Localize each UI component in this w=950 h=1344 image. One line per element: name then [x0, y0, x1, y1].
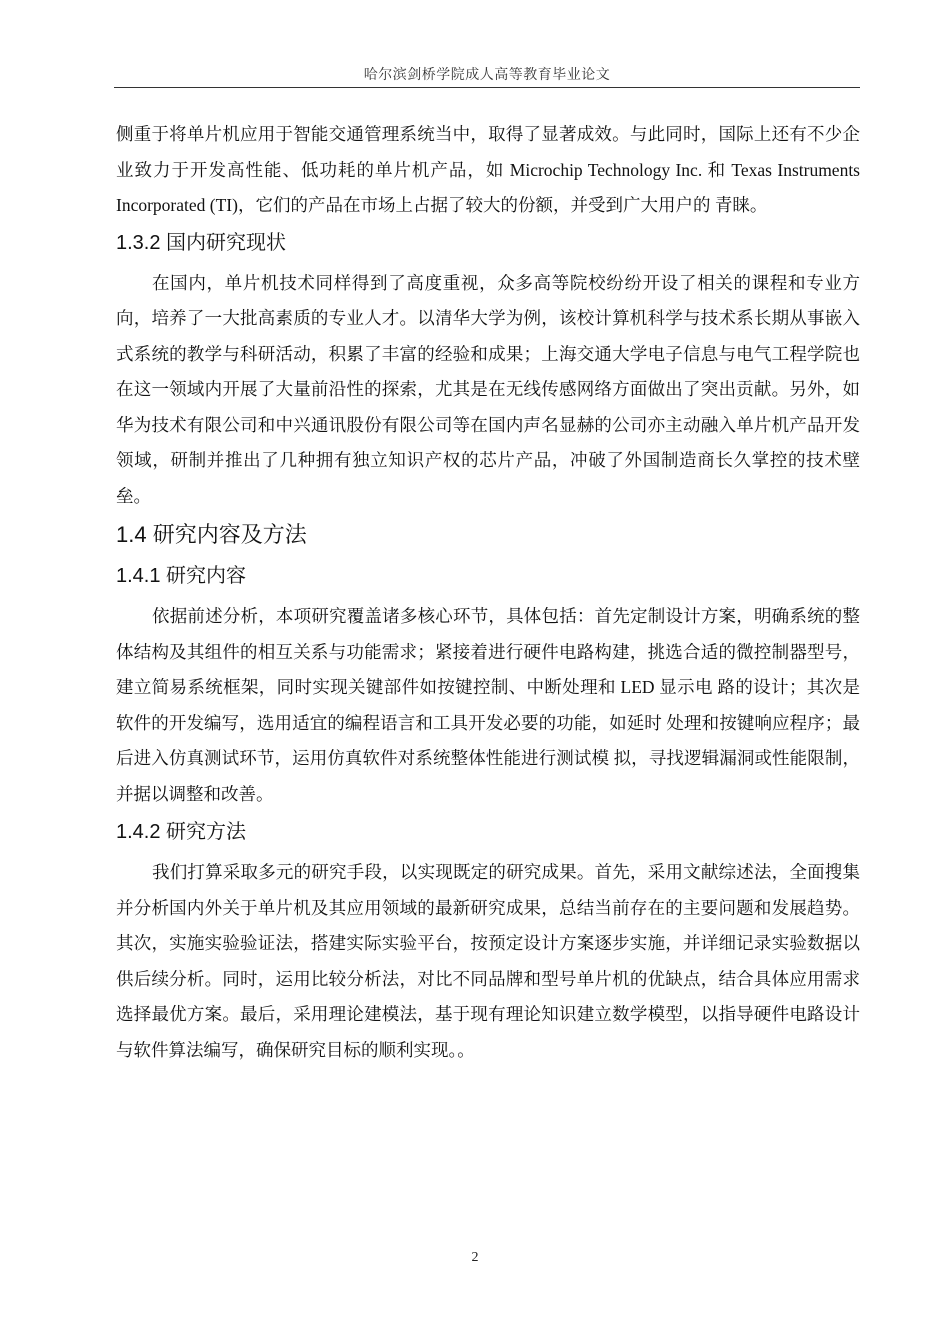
heading-1-4-1: 1.4.1 研究内容	[116, 565, 247, 587]
continued-paragraph: 侧重于将单片机应用于智能交通管理系统当中，取得了显著成效。与此同时，国际上还有不少企业致力于开发高性能、低功耗的单片机产品，如 Microchip Technology Inc. 和 Texas Instruments Incorporated (TI)，它们的产品在市场上占据了较大的份额，并受到广大用户的 青睐。	[116, 124, 860, 215]
heading-1-4-2: 1.4.2 研究方法	[116, 821, 247, 843]
paragraph-research-content: 依据前述分析，本项研究覆盖诸多核心环节，具体包括：首先定制设计方案，明确系统的整体结构及其组件的相互关系与功能需求；紧接着进行硬件电路构建，挑选合适的微控制器型号，建立简易系统框架，同时实现关键部件如按键控制、中断处理和 LED 显示电 路的设计；其次是软件的开发编写，选用适宜的编程语言和工具开发必要的功能，如延时 处理和按键响应程序；最后进入仿真测试环节，运用仿真软件对系统整体性能进行测试模 拟，寻找逻辑漏洞或性能限制，并据以调整和改善。	[116, 606, 860, 804]
paragraph-domestic-research: 在国内，单片机技术同样得到了高度重视，众多高等院校纷纷开设了相关的课程和专业方向，培养了一大批高素质的专业人才。以清华大学为例，该校计算机科学与技术系长期从事嵌入式系统的教学与科研活动，积累了丰富的经验和成果；上海交通大学电子信息与电气工程学院也在这一领域内开展了大量前沿性的探索，尤其是在无线传感网络方面做出了突出贡献。另外，如华为技术有限公司和中兴通讯股份有限公司等在国内声名显赫的公司亦主动融入单片机产品开发领域，研制并推出了几种拥有独立知识产权的芯片产品，冲破了外国制造商长久掌控的技术壁垒。	[116, 272, 860, 506]
paragraph-research-methods: 我们打算采取多元的研究手段，以实现既定的研究成果。首先，采用文献综述法，全面搜集并分析国内外关于单片机及其应用领域的最新研究成果，总结当前存在的主要问题和发展趋势。其次，实施实验验证法，搭建实际实验平台，按预定设计方案逐步实施，并详细记录实验数据以供后续分析。同时，运用比较分析法，对比不同品牌和型号单片机的优缺点，结合具体应用需求选择最优方案。最后，采用理论建模法，基于现有理论知识建立数学模型，以指导硬件电路设计与软件算法编写，确保研究目标的顺利实现。。	[116, 862, 860, 1060]
page-number: 2	[471, 1250, 479, 1265]
heading-1-4: 1.4 研究内容及方法	[116, 522, 307, 547]
page-body	[116, 117, 860, 1068]
header-rule	[114, 87, 860, 88]
running-header: 哈尔滨剑桥学院成人高等教育毕业论文	[363, 68, 611, 83]
heading-1-3-2: 1.3.2 国内研究现状	[116, 231, 287, 254]
